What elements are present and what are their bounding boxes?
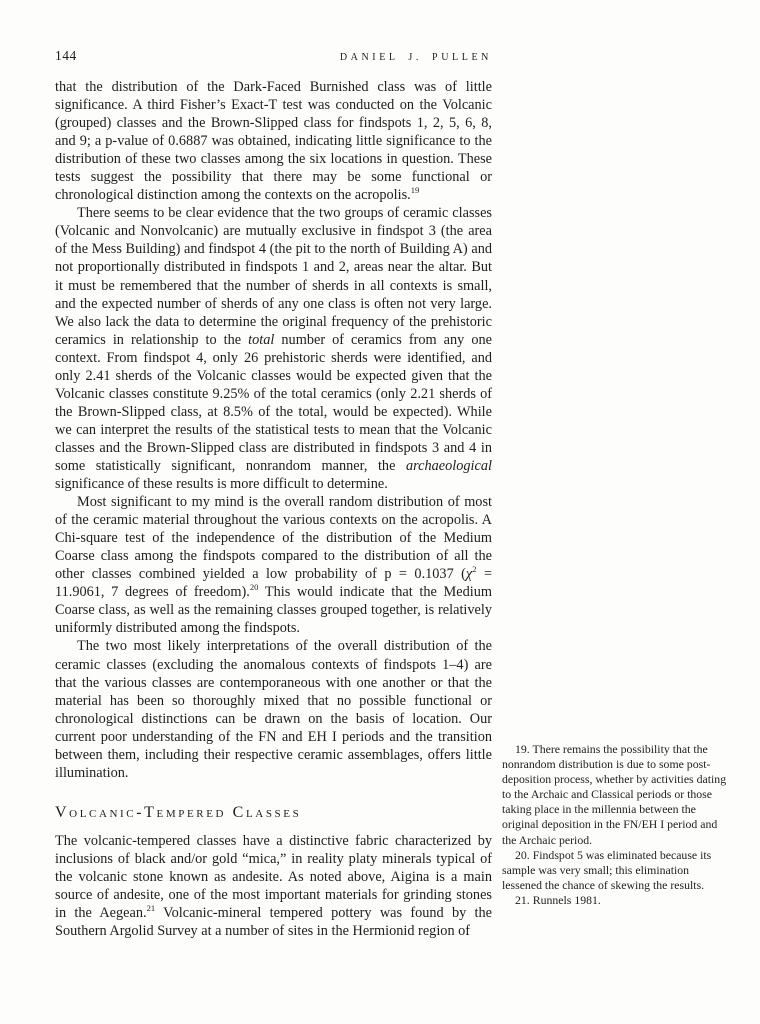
body-text (55, 78, 492, 782)
body-paragraph: that the distribution of the Dark-Faced Burnished class was of little significance. A third Fisher’s Exact-T test was conducted on the Volcanic (grouped) classes and the Brown-Slipped class for findspots 1, 2, 5, 6, 8, and 9; a p-value of 0.6887 was obtained, indicating little significance to the distribution of these two classes among the six locations in question. These tests suggest the possibility that there may be some functional or chronological distinction among the contexts on the acropolis.$^{19}$ (55, 79, 492, 204)
section-paragraph: The volcanic-tempered classes have a distinctive fabric characterized by inclusions of black and/or gold “mica,” in reality platy minerals typical of the volcanic stone known as andesite. As noted above, Aigina is a main source of andesite, one of the most important materials for grinding stones in the Aegean.$^{21}$ Volcanic-mineral tempered pottery was found by the Southern Argolid Survey at a number of sites in the Hermionid region of (55, 833, 493, 940)
footnote-19: 19. There remains the possibility that the nonrandom distribution is due to some post-deposition process, whether by activities dating to the Archaic and Classical periods or those taking place in the millennia between the original deposition in the FN/EH I period and the Archaic period. (502, 742, 727, 847)
body-paragraph: The two most likely interpretations of the overall distribution of the ceramic classes (excluding the anomalous contexts of findspots 1–4) are that the various classes are contemporaneous with one another or that the material has been so thoroughly mixed that no possible functional or chronological distinctions can be drawn on the basis of location. Our current poor understanding of the FN and EH I periods and the transition between them, including their respective ceramic assemblages, offers little illumination. (55, 638, 492, 781)
section-heading: Volcanic-Tempered Classes (55, 804, 302, 821)
page-header (55, 48, 492, 64)
body-paragraph: Most significant to my mind is the overall random distribution of most of the ceramic material throughout the various contexts on the acropolis. A Chi-square test of the independence of the distribution of the Medium Coarse class among the findspots compared to the distribution of all the other classes combined yielded a low probability of p = 0.1037 ($\chi^2 = 11.9061$, 7 degrees of freedom).$^{20}$ This would indicate that the Medium Coarse class, as well as the remaining classes grouped together, is relatively uniformly distributed among the findspots. (55, 494, 493, 637)
footnotes-sidebar (502, 742, 728, 908)
footnote-21: 21. Runnels 1981. (515, 892, 601, 907)
body-paragraph: There seems to be clear evidence that the two groups of ceramic classes (Volcanic and Nonvolcanic) are mutually exclusive in findspot 3 (the area of the Mess Building) and findspot 4 (the pit to the north of Building A) and not proportionally distributed in findspots 1 and 2, areas near the altar. But it must be remembered that the number of sherds in all contexts is small, and the expected number of sherds of any one class is often not very large. We also lack the data to determine the original frequency of the prehistoric ceramics in relationship to the total number of ceramics from any one context. From findspot 4, only 26 prehistoric sherds were identified, and only 2.41 sherds of the Volcanic classes would be expected given that the Volcanic classes constitute 9.25% of the total ceramics (only 2.21 sherds of the Brown-Slipped class, at 8.5% of the total, would be expected). While we can interpret the results of the statistical tests to mean that the Volcanic classes and the Brown-Slipped class are distributed in findspots 3 and 4 in some statistically significant, nonrandom manner, the archaeological significance of these results is more difficult to determine. (55, 205, 492, 493)
section-body-text (55, 832, 492, 940)
running-head: DANIEL J. PULLEN (339, 52, 492, 63)
footnote-20: 20. Findspot 5 was eliminated because its sample was very small; this elimination lessened the chance of skewing the results. (502, 847, 712, 892)
page-number: 144 (55, 48, 77, 63)
